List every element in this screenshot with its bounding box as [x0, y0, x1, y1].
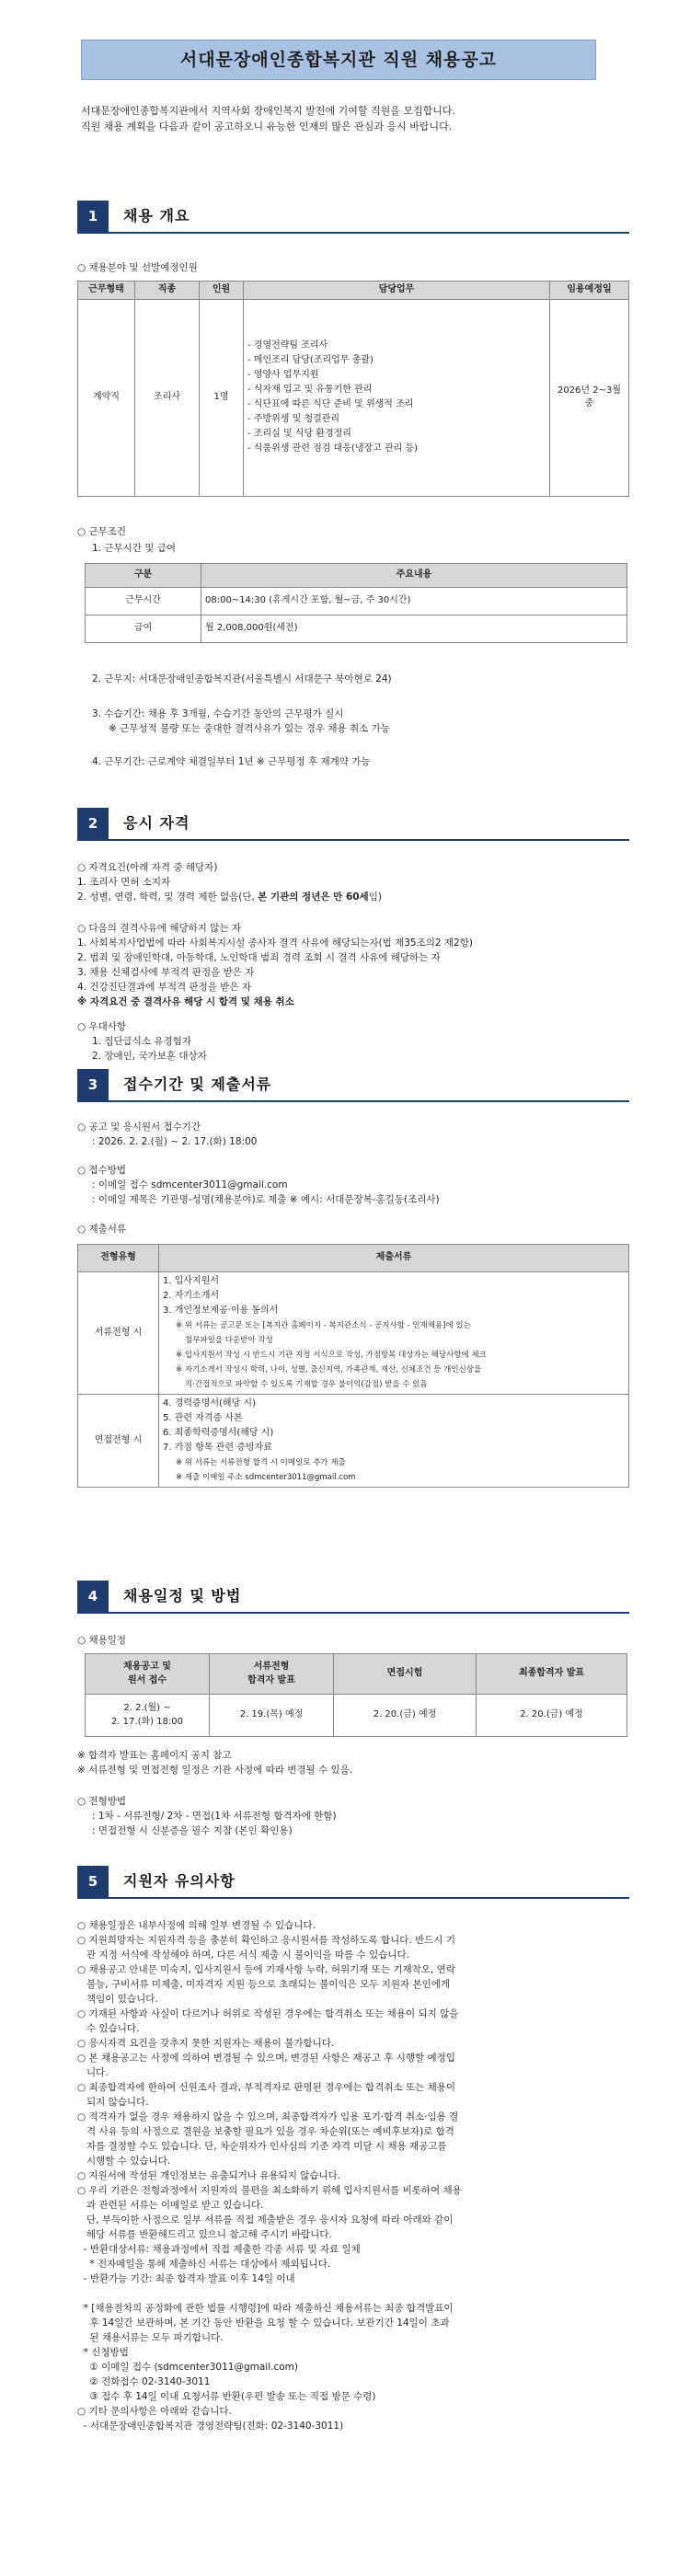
note-line [77, 2286, 629, 2301]
section-number: 2 [77, 808, 109, 839]
duty-item: - 식단표에 따른 식단 준비 및 위생적 조리 [247, 399, 414, 409]
note-line: * 전자메일을 통해 제출하신 서류는 대상에서 제외됩니다. [77, 2259, 331, 2270]
section-2-header [77, 808, 629, 841]
doc-note: 첨부파일을 다운받아 작성 [185, 1336, 273, 1345]
duty-item: - 식품위생 관련 점검 대응(냉장고 관리 등) [247, 443, 419, 454]
application-method [77, 1163, 629, 1207]
dis-item: 3. 채용 신체검사에 부적격 판정을 받은 자 [77, 967, 255, 978]
intro-line: 서대문장애인종합복지관에서 지역사회 장애인복지 발전에 기여할 직원을 모집합니다. [81, 105, 456, 117]
table-header: 채용공고 및 원서 접수 [86, 1654, 210, 1695]
applicant-notes [77, 1918, 629, 2433]
intro-text [81, 103, 624, 134]
doc-note: ※ 위 서류는 공고문 또는 [복지관 홈페이지 - 복지관소식 - 공지사항 - 인재채용]에 있는 [176, 1321, 471, 1330]
note-line: * [채용절차의 공정화에 관한 법률 시행령]에 따라 제출하신 채용서류는 최종 합격발표이 [77, 2303, 454, 2314]
table-header: 전형유형 [78, 1245, 159, 1272]
condition-note: 4. 근무기간: 근로계약 체결일부터 1년 ※ 근무평정 후 재계약 가능 [92, 756, 371, 767]
schedule-heading: ○ 채용일정 [77, 1635, 127, 1646]
duties-cell [244, 299, 550, 496]
section-number: 3 [77, 1069, 109, 1100]
table-cell: 면접전형 시 [78, 1395, 159, 1488]
dis-warning: ※ 자격요건 중 결격사유 해당 시 합격 및 채용 취소 [77, 996, 294, 1007]
note-line: 해당 서류를 반환해드리고 있으니 참고해 주시기 바랍니다. [77, 2229, 332, 2240]
note-line: 불능, 구비서류 미제출, 미자격자 지원 등으로 초래되는 불이익은 모두 지원자 본인에게 [77, 1979, 451, 1990]
note-line: ③ 접수 후 14일 이내 요청서류 반환(우편 발송 또는 직접 방문 수령) [77, 2391, 376, 2402]
documents-table [77, 1244, 629, 1488]
note-line: ○ 기타 문의사항은 아래와 같습니다. [77, 2406, 232, 2417]
dis-item: 4. 건강진단결과에 부적격 판정을 받은 자 [77, 982, 251, 993]
table-header: 담당업무 [244, 282, 550, 300]
note-line: 된 채용서류는 모두 파기합니다. [77, 2332, 224, 2343]
doc-item: 1. 입사지원서 [163, 1276, 220, 1286]
schedule-table [85, 1653, 627, 1737]
note-line: ○ 지원희망자는 지원자격 등을 충분히 확인하고 응시원서를 작성하도록 합니다. 반드시 기 [77, 1935, 456, 1946]
table-cell: 급여 [86, 615, 201, 643]
table-cell: 서류전형 시 [78, 1272, 159, 1395]
table-cell: 조리사 [135, 299, 200, 496]
docs-cell [159, 1395, 629, 1488]
note-line: 과 관련된 서류는 이메일로 받고 있습니다. [77, 2200, 264, 2211]
note-line: - 반환대상서류: 채용과정에서 직접 제출한 각종 서류 및 자료 일체 [77, 2244, 361, 2255]
docs-heading: ○ 제출서류 [77, 1224, 127, 1235]
note-line: 관 지정 서식에 작성해야 하며, 다른 서식 제출 시 불이익을 따를 수 있습니다. [77, 1949, 410, 1961]
pref-heading: ○ 우대사항 [77, 1021, 127, 1032]
section-1-header [77, 201, 629, 234]
table-header: 최종합격자 발표 [477, 1654, 627, 1695]
note-line: ○ 지원서에 작성된 개인정보는 유출되거나 유용되지 않습니다. [77, 2170, 341, 2181]
section-3-header [77, 1069, 629, 1102]
doc-item: 4. 경력증명서(해당 시) [163, 1398, 256, 1409]
note-line: 니다. [77, 2067, 109, 2078]
note-line: 격 사유 등의 사정으로 결원을 보충할 필요가 있을 경우 차순위(또는 예비후보자)로 합격 [77, 2126, 454, 2137]
table-header: 제출서류 [159, 1245, 629, 1272]
req-heading: ○ 자격요건(아래 자격 중 해당자) [77, 862, 218, 873]
doc-note: 직·간접적으로 파악할 수 있도록 기재할 경우 불이익(감점) 받을 수 있음 [185, 1380, 428, 1389]
section-number: 1 [77, 201, 109, 232]
note-line: - 서대문장애인종합복지관 경영전략팀(전화: 02-3140-3011) [77, 2421, 344, 2432]
method-item: : 이메일 제목은 기관명-성명(채용분야)로 제출 ※ 예시: 서대문장복-홍길동(조리사) [92, 1194, 440, 1205]
note-line: ○ 채용공고 안내문 미숙지, 입사지원서 등에 기재사항 누락, 허위기재 또는 기재착오, 연락 [77, 1964, 455, 1975]
pref-item: 1. 집단급식소 유경험자 [92, 1036, 191, 1047]
docs-cell [159, 1272, 629, 1395]
table-cell: 근무시간 [86, 588, 201, 615]
section-title: 응시 자격 [123, 814, 190, 832]
duty-item: - 영양사 업무지원 [247, 370, 319, 380]
conditions-sub: 1. 근무시간 및 급여 [92, 543, 177, 554]
table-cell: 08:00~14:30 (휴게시간 포함, 월~금, 주 30시간) [201, 588, 627, 615]
dis-item: 1. 사회복지사업법에 따라 사회복지시설 종사자 결격 사유에 해당되는자(법 제35조의2 제2항) [77, 937, 473, 949]
table-cell: 2026년 2~3월 중 [550, 299, 629, 496]
section-title: 지원자 유의사항 [123, 1872, 236, 1890]
note-line: 책임이 있습니다. [77, 1994, 158, 2005]
note-line: * 신청방법 [77, 2347, 129, 2358]
req-text: 2. 성별, 연령, 학력, 및 경력 제한 없음(단, [77, 891, 259, 903]
table-header: 임용예정일 [550, 282, 629, 300]
section-4-header [77, 1581, 629, 1614]
duty-item: - 주방위생 및 청결관리 [247, 414, 340, 424]
method-item: : 1차 - 서류전형/ 2차 - 면접(1차 서류전형 합격자에 한함) [92, 1811, 337, 1822]
req-bold-text: 본 기관의 정년은 만 60세 [258, 891, 369, 903]
duty-item: - 경영전략팀 조리사 [247, 340, 328, 351]
method-item: : 이메일 접수 sdmcenter3011@gmail.com [92, 1179, 288, 1190]
method-heading: ○ 전형방법 [77, 1796, 127, 1807]
note-line: ○ 응시자격 요건을 갖추지 못한 지원자는 채용이 불가합니다. [77, 2038, 335, 2049]
doc-item: 6. 최종학력증명서(해당 시) [163, 1428, 274, 1438]
note-line: 시행할 수 있습니다. [77, 2156, 171, 2167]
note-line: - 반환가능 기간: 최종 합격자 발표 이후 14일 이내 [77, 2273, 295, 2284]
section-number: 5 [77, 1866, 109, 1897]
note-line: 단, 부득이한 사정으로 일부 서류를 직접 제출받은 경우 응시자 요청에 따라 아래와 같이 [77, 2214, 454, 2225]
schedule-note: ※ 서류전형 및 면접전형 일정은 기관 사정에 따라 변경될 수 있음. [77, 1765, 353, 1776]
s1-sub-heading: ○ 채용분야 및 선발예정인원 [77, 262, 198, 273]
note-line: ① 이메일 접수 (sdmcenter3011@gmail.com) [77, 2362, 298, 2373]
section-number: 4 [77, 1581, 109, 1612]
dis-heading: ○ 다음의 결격사유에 해당하지 않는 자 [77, 923, 241, 934]
table-cell: 2. 19.(목) 예정 [210, 1695, 334, 1737]
method-item: : 면접전형 시 신분증을 필수 지참 (본인 확인용) [92, 1825, 293, 1836]
duty-item: - 식자재 입고 및 유통기한 관리 [247, 385, 373, 395]
preferences [77, 1019, 629, 1064]
req-item: 1. 조리사 면허 소지자 [77, 877, 171, 888]
application-period [77, 1120, 629, 1149]
table-cell: 2. 20.(금) 예정 [477, 1695, 627, 1737]
dis-item: 2. 범죄 및 장애인학대, 아동학대, 노인학대 범죄 경력 조회 시 결격 사유에 해당하는 자 [77, 952, 441, 963]
doc-item: 2. 자기소개서 [163, 1291, 220, 1301]
table-header: 직종 [135, 282, 200, 300]
req-item [77, 890, 629, 904]
period-heading: ○ 공고 및 응시원서 접수기간 [77, 1121, 201, 1133]
doc-item: 5. 관련 자격증 사본 [163, 1413, 243, 1423]
doc-note: ※ 제출 이메일 주소 sdmcenter3011@gmail.com [176, 1473, 356, 1482]
table-header: 인원 [200, 282, 244, 300]
conditions-heading: ○ 근무조건 [77, 526, 127, 537]
note-line: 되지 않습니다. [77, 2097, 149, 2108]
pref-item: 2. 장애인, 국가보훈 대상자 [92, 1051, 207, 1062]
disqualifications [77, 921, 629, 1009]
condition-note: 2. 근무지: 서대문장애인종합복지관(서울특별시 서대문구 북아현로 24) [92, 673, 392, 684]
duty-item: - 조리실 및 식당 환경정리 [247, 429, 351, 439]
page-title: 서대문장애인종합복지관 직원 채용공고 [81, 40, 596, 80]
doc-item: 7. 가점 항목 관련 증빙자료 [163, 1443, 272, 1453]
doc-item: 3. 개인정보제공·이용 동의서 [163, 1305, 279, 1316]
conditions-table [85, 563, 627, 643]
period-value: : 2026. 2. 2.(월) ~ 2. 17.(화) 18:00 [92, 1136, 258, 1147]
condition-note: 3. 수습기간: 채용 후 3개월, 수습기간 동안의 근무평가 실시 [92, 708, 344, 719]
note-line: ② 전화접수 02-3140-3011 [77, 2376, 211, 2387]
table-cell: 계약직 [78, 299, 135, 496]
section-5-header [77, 1866, 629, 1899]
section-title: 접수기간 및 제출서류 [123, 1075, 272, 1093]
note-line: 후 14일간 보관하며, 본 기간 동안 반환을 요청 할 수 있습니다. 보관기간 14일이 초과 [77, 2317, 450, 2329]
schedule-note: ※ 합격자 발표는 홈페이지 공지 참고 [77, 1750, 232, 1761]
note-line: ○ 본 채용공고는 사정에 의하여 변경될 수 있으며, 변경된 사항은 재공고 후 시행할 예정입 [77, 2053, 455, 2064]
req-text: 임) [368, 891, 382, 903]
selection-method [77, 1794, 629, 1838]
note-line: ○ 채용일정은 내부사정에 의해 일부 변경될 수 있습니다. [77, 1920, 316, 1931]
table-cell: 2. 2.(월) ~ 2. 17.(화) 18:00 [86, 1695, 210, 1737]
section-title: 채용 개요 [123, 207, 190, 224]
duty-item: - 메인조리 담당(조리업무 총괄) [247, 355, 373, 365]
section-title: 채용일정 및 방법 [123, 1587, 242, 1604]
condition-note: ※ 근무성적 불량 또는 중대한 결격사유가 있는 경우 채용 취소 가능 [109, 723, 390, 734]
note-line: ○ 적격자가 없을 경우 채용하지 않을 수 있으며, 최종합격자가 임용 포기·합격 취소·임용 결 [77, 2111, 459, 2122]
table-header: 면접시험 [334, 1654, 477, 1695]
table-header: 서류전형 합격자 발표 [210, 1654, 334, 1695]
method-heading: ○ 접수방법 [77, 1165, 127, 1176]
note-line: 자를 결정할 수도 있습니다. 단, 차순위자가 인사심의 기준 자격 미달 시 채용 재공고를 [77, 2141, 447, 2152]
note-line: ○ 최종합격자에 한하여 신원조사 결과, 부적격자로 판명된 경우에는 합격취소 또는 채용이 [77, 2082, 456, 2093]
note-line: ○ 우리 기관은 전형과정에서 지원자의 불편을 최소화하기 위해 입사지원서를 비롯하여 채용 [77, 2185, 462, 2196]
table-header: 구분 [86, 564, 201, 588]
schedule-notes [77, 1748, 629, 1777]
doc-note: ※ 위 서류는 서류전형 합격 시 이메일로 추가 제출 [176, 1458, 346, 1467]
table-cell: 월 2,008,000원(세전) [201, 615, 627, 643]
doc-note: ※ 입사지원서 작성 시 반드시 기관 지정 서식으로 작성, 가점항목 대상자는 해당사항에 체크 [176, 1351, 487, 1360]
intro-line: 직원 채용 계획을 다음과 같이 공고하오니 유능한 인재의 많은 관심과 응시 바랍니다. [81, 121, 453, 132]
positions-table [77, 281, 629, 497]
table-cell: 2. 20.(금) 예정 [334, 1695, 477, 1737]
note-line: 수 있습니다. [77, 2023, 140, 2034]
requirements [77, 860, 629, 904]
table-header: 근무형태 [78, 282, 135, 300]
table-header: 주요내용 [201, 564, 627, 588]
note-line: ○ 기재된 사항과 사실이 다르거나 허위로 작성된 경우에는 합격취소 또는 채용이 되지 않을 [77, 2008, 459, 2019]
table-cell: 1명 [200, 299, 244, 496]
doc-note: ※ 자기소개서 작성시 학력, 나이, 성별, 출신지역, 가족관계, 재산, 신체조건 등 개인신상을 [176, 1365, 482, 1374]
